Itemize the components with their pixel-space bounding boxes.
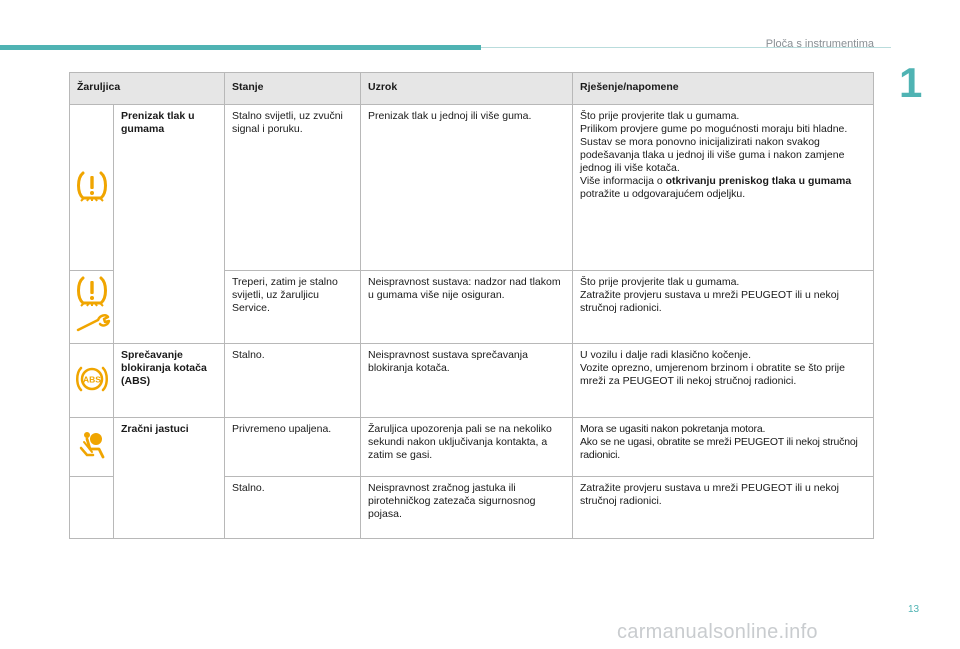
solution-more [580, 175, 866, 201]
table-row [70, 344, 874, 418]
abs-icon [75, 364, 109, 398]
solution-more-bold: otkrivanju preniskog tlaka u gumama [665, 175, 852, 187]
warning-lights-table [69, 72, 874, 539]
header-zaruljica: Žaruljica [70, 73, 225, 105]
icon-cell [70, 418, 114, 477]
solution-cell [573, 418, 874, 477]
solution-line: Prilikom provjere gume po mogućnosti moraju biti hladne. [580, 123, 848, 135]
solution-line: Mora se ugasiti nakon pokretanja motora. [580, 423, 766, 435]
solution-line: Što prije provjerite tlak u gumama. [580, 276, 740, 288]
chapter-number: 1 [899, 59, 923, 106]
header-stanje: Stanje [225, 73, 361, 105]
state-cell: Stalno. [225, 477, 361, 539]
solution-cell [573, 271, 874, 344]
solution-more-suffix: potražite u odgovarajućem odjeljku. [580, 188, 746, 200]
solution-line: Vozite oprezno, umjerenom brzinom i obratite se što prije mreži za PEUGEOT ili nekoj stručnoj radionici. [580, 362, 845, 387]
group-name: Zračni jastuci [114, 418, 225, 539]
page-number: 13 [908, 604, 920, 615]
solution-line: Što prije provjerite tlak u gumama. [580, 110, 740, 122]
state-cell: Privremeno upaljena. [225, 418, 361, 477]
solution-line: Sustav se mora ponovno inicijalizirati nakon svakog podešavanja tlaka u jednoj ili više guma i nakon zamjene jednog ili više kotača. [580, 136, 845, 174]
icon-cell [70, 271, 114, 344]
solution-cell [573, 477, 874, 539]
cause-cell: Neispravnost sustava: nadzor nad tlakom u gumama više nije osiguran. [361, 271, 573, 344]
header-uzrok: Uzrok [361, 73, 573, 105]
tyre-pressure-icon [74, 169, 110, 207]
watermark: carmanualsonline.info [617, 621, 818, 643]
cause-cell: Žaruljica upozorenja pali se na nekoliko sekundi nakon uključivanja kontakta, a zatim se gasi. [361, 418, 573, 477]
state-cell: Stalno svijetli, uz zvučni signal i poruku. [225, 105, 361, 271]
table-header-row [70, 73, 874, 105]
icon-cell-empty [70, 477, 114, 539]
state-cell: Treperi, zatim je stalno svijetli, uz žaruljicu Service. [225, 271, 361, 344]
state-cell: Stalno. [225, 344, 361, 418]
cause-cell: Neispravnost sustava sprečavanja blokiranja kotača. [361, 344, 573, 418]
tyre-pressure-service-icon [72, 274, 112, 340]
header-rjesenje: Rješenje/napomene [573, 73, 874, 105]
solution-line: U vozilu i dalje radi klasično kočenje. [580, 349, 751, 361]
section-title: Ploča s instrumentima [765, 38, 874, 50]
cause-cell: Neispravnost zračnog jastuka ili pirotehničkog zatezača sigurnosnog pojasa. [361, 477, 573, 539]
airbag-icon [75, 428, 109, 466]
group-name: Sprečavanje blokiranja kotača (ABS) [114, 344, 225, 418]
icon-cell [70, 105, 114, 271]
solution-cell [573, 105, 874, 271]
header-accent-bar [0, 45, 481, 50]
group-name: Prenizak tlak u gumama [114, 105, 225, 344]
svg-text:ABS: ABS [82, 374, 101, 384]
icon-cell [70, 344, 114, 418]
table-row [70, 105, 874, 271]
solution-line: Ako se ne ugasi, obratite se mreži PEUGEOT ili nekoj stručnoj radionici. [580, 436, 858, 461]
cause-cell: Prenizak tlak u jednoj ili više guma. [361, 105, 573, 271]
solution-line: Zatražite provjeru sustava u mreži PEUGEOT ili u nekoj stručnoj radionici. [580, 482, 839, 507]
solution-cell [573, 344, 874, 418]
solution-line: Zatražite provjeru sustava u mreži PEUGEOT ili u nekoj stručnoj radionici. [580, 289, 839, 314]
solution-more-prefix: Više informacija o [580, 175, 666, 187]
table-row [70, 418, 874, 477]
